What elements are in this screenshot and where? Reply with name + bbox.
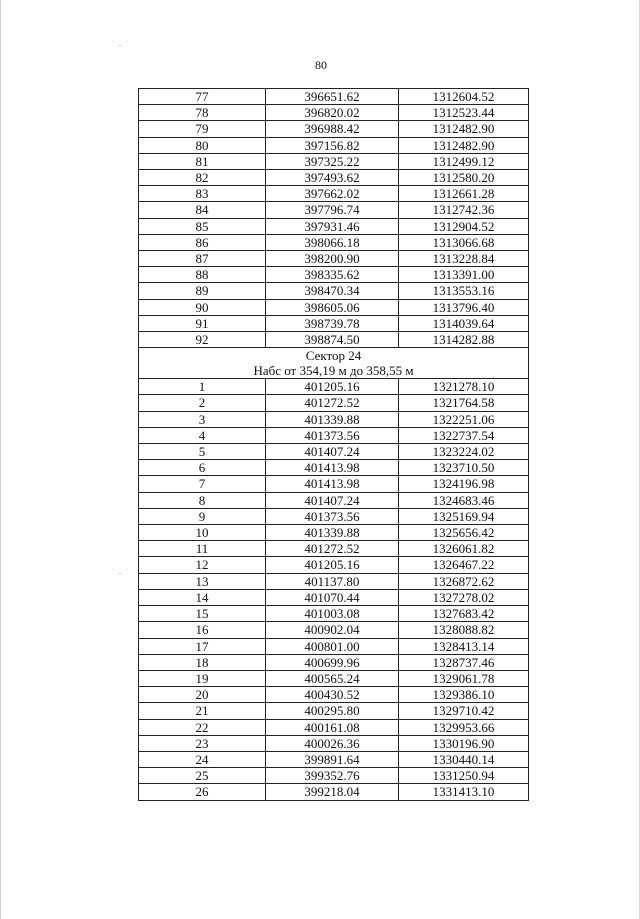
point-number-cell: 91 xyxy=(139,315,266,331)
y-coordinate-cell: 1321278.10 xyxy=(399,379,529,395)
table-body-after xyxy=(139,379,529,800)
x-coordinate-cell: 397662.02 xyxy=(266,186,399,202)
point-number-cell: 92 xyxy=(139,332,266,348)
point-number-cell: 85 xyxy=(139,218,266,234)
table-row xyxy=(139,460,529,476)
sector-subtitle: Набс от 354,19 м до 358,55 м xyxy=(253,363,414,379)
table-row xyxy=(139,202,529,218)
coordinates-table xyxy=(138,88,529,801)
x-coordinate-cell: 401205.16 xyxy=(266,557,399,573)
table-row xyxy=(139,299,529,315)
y-coordinate-cell: 1312661.28 xyxy=(399,186,529,202)
y-coordinate-cell: 1329710.42 xyxy=(399,703,529,719)
point-number-cell: 23 xyxy=(139,735,266,751)
table-row xyxy=(139,170,529,186)
table-row xyxy=(139,622,529,638)
y-coordinate-cell: 1312904.52 xyxy=(399,218,529,234)
x-coordinate-cell: 401413.98 xyxy=(266,460,399,476)
y-coordinate-cell: 1326061.82 xyxy=(399,541,529,557)
x-coordinate-cell: 401070.44 xyxy=(266,589,399,605)
table-row xyxy=(139,395,529,411)
point-number-cell: 12 xyxy=(139,557,266,573)
point-number-cell: 16 xyxy=(139,622,266,638)
x-coordinate-cell: 401373.56 xyxy=(266,508,399,524)
scan-speck xyxy=(119,573,121,574)
table-row xyxy=(139,638,529,654)
y-coordinate-cell: 1329953.66 xyxy=(399,719,529,735)
table-row xyxy=(139,411,529,427)
x-coordinate-cell: 401205.16 xyxy=(266,379,399,395)
x-coordinate-cell: 401272.52 xyxy=(266,541,399,557)
y-coordinate-cell: 1312482.90 xyxy=(399,121,529,137)
x-coordinate-cell: 401413.98 xyxy=(266,476,399,492)
table-row xyxy=(139,444,529,460)
x-coordinate-cell: 397796.74 xyxy=(266,202,399,218)
point-number-cell: 78 xyxy=(139,105,266,121)
x-coordinate-cell: 401407.24 xyxy=(266,492,399,508)
x-coordinate-cell: 397931.46 xyxy=(266,218,399,234)
page-number: 80 xyxy=(315,58,327,72)
table-row xyxy=(139,687,529,703)
table-row xyxy=(139,606,529,622)
table-row xyxy=(139,89,529,105)
table-row xyxy=(139,379,529,395)
table-row xyxy=(139,186,529,202)
x-coordinate-cell: 400430.52 xyxy=(266,687,399,703)
point-number-cell: 5 xyxy=(139,444,266,460)
table-row xyxy=(139,153,529,169)
point-number-cell: 11 xyxy=(139,541,266,557)
point-number-cell: 9 xyxy=(139,508,266,524)
sector-header-body xyxy=(139,348,529,379)
y-coordinate-cell: 1312604.52 xyxy=(399,89,529,105)
y-coordinate-cell: 1312482.90 xyxy=(399,137,529,153)
point-number-cell: 14 xyxy=(139,589,266,605)
y-coordinate-cell: 1329061.78 xyxy=(399,670,529,686)
y-coordinate-cell: 1325656.42 xyxy=(399,525,529,541)
x-coordinate-cell: 401339.88 xyxy=(266,525,399,541)
y-coordinate-cell: 1313796.40 xyxy=(399,299,529,315)
table-row xyxy=(139,234,529,250)
x-coordinate-cell: 398200.90 xyxy=(266,251,399,267)
point-number-cell: 19 xyxy=(139,670,266,686)
x-coordinate-cell: 401003.08 xyxy=(266,606,399,622)
y-coordinate-cell: 1328737.46 xyxy=(399,654,529,670)
x-coordinate-cell: 401339.88 xyxy=(266,411,399,427)
y-coordinate-cell: 1322737.54 xyxy=(399,427,529,443)
y-coordinate-cell: 1327278.02 xyxy=(399,589,529,605)
table-row xyxy=(139,719,529,735)
x-coordinate-cell: 400295.80 xyxy=(266,703,399,719)
point-number-cell: 8 xyxy=(139,492,266,508)
x-coordinate-cell: 397325.22 xyxy=(266,153,399,169)
point-number-cell: 10 xyxy=(139,525,266,541)
point-number-cell: 20 xyxy=(139,687,266,703)
point-number-cell: 25 xyxy=(139,768,266,784)
point-number-cell: 80 xyxy=(139,137,266,153)
y-coordinate-cell: 1331250.94 xyxy=(399,768,529,784)
y-coordinate-cell: 1326467.22 xyxy=(399,557,529,573)
point-number-cell: 88 xyxy=(139,267,266,283)
y-coordinate-cell: 1324196.98 xyxy=(399,476,529,492)
x-coordinate-cell: 398739.78 xyxy=(266,315,399,331)
y-coordinate-cell: 1322251.06 xyxy=(399,411,529,427)
x-coordinate-cell: 396820.02 xyxy=(266,105,399,121)
table-row xyxy=(139,137,529,153)
y-coordinate-cell: 1323710.50 xyxy=(399,460,529,476)
table-row xyxy=(139,784,529,800)
x-coordinate-cell: 401272.52 xyxy=(266,395,399,411)
point-number-cell: 6 xyxy=(139,460,266,476)
table-row xyxy=(139,670,529,686)
table-row xyxy=(139,768,529,784)
point-number-cell: 77 xyxy=(139,89,266,105)
y-coordinate-cell: 1328088.82 xyxy=(399,622,529,638)
x-coordinate-cell: 398605.06 xyxy=(266,299,399,315)
x-coordinate-cell: 400026.36 xyxy=(266,735,399,751)
y-coordinate-cell: 1314282.88 xyxy=(399,332,529,348)
point-number-cell: 13 xyxy=(139,573,266,589)
y-coordinate-cell: 1312742.36 xyxy=(399,202,529,218)
point-number-cell: 7 xyxy=(139,476,266,492)
point-number-cell: 26 xyxy=(139,784,266,800)
x-coordinate-cell: 398066.18 xyxy=(266,234,399,250)
x-coordinate-cell: 401407.24 xyxy=(266,444,399,460)
point-number-cell: 17 xyxy=(139,638,266,654)
table-row xyxy=(139,427,529,443)
point-number-cell: 81 xyxy=(139,153,266,169)
y-coordinate-cell: 1325169.94 xyxy=(399,508,529,524)
table-row xyxy=(139,267,529,283)
scan-speck xyxy=(119,45,121,46)
point-number-cell: 4 xyxy=(139,427,266,443)
table-row xyxy=(139,283,529,299)
point-number-cell: 87 xyxy=(139,251,266,267)
y-coordinate-cell: 1321764.58 xyxy=(399,395,529,411)
y-coordinate-cell: 1324683.46 xyxy=(399,492,529,508)
x-coordinate-cell: 401373.56 xyxy=(266,427,399,443)
x-coordinate-cell: 400902.04 xyxy=(266,622,399,638)
x-coordinate-cell: 399218.04 xyxy=(266,784,399,800)
x-coordinate-cell: 398874.50 xyxy=(266,332,399,348)
table-row xyxy=(139,218,529,234)
y-coordinate-cell: 1331413.10 xyxy=(399,784,529,800)
x-coordinate-cell: 400699.96 xyxy=(266,654,399,670)
x-coordinate-cell: 401137.80 xyxy=(266,573,399,589)
table-row xyxy=(139,251,529,267)
table-row xyxy=(139,525,529,541)
y-coordinate-cell: 1323224.02 xyxy=(399,444,529,460)
y-coordinate-cell: 1313066.68 xyxy=(399,234,529,250)
x-coordinate-cell: 398470.34 xyxy=(266,283,399,299)
point-number-cell: 18 xyxy=(139,654,266,670)
y-coordinate-cell: 1312580.20 xyxy=(399,170,529,186)
y-coordinate-cell: 1312523.44 xyxy=(399,105,529,121)
y-coordinate-cell: 1330196.90 xyxy=(399,735,529,751)
point-number-cell: 21 xyxy=(139,703,266,719)
x-coordinate-cell: 400161.08 xyxy=(266,719,399,735)
table-row xyxy=(139,735,529,751)
table-row xyxy=(139,541,529,557)
sector-header-cell xyxy=(139,348,529,379)
table-body-before xyxy=(139,89,529,348)
y-coordinate-cell: 1328413.14 xyxy=(399,638,529,654)
table-row xyxy=(139,315,529,331)
point-number-cell: 89 xyxy=(139,283,266,299)
x-coordinate-cell: 399352.76 xyxy=(266,768,399,784)
x-coordinate-cell: 398335.62 xyxy=(266,267,399,283)
y-coordinate-cell: 1312499.12 xyxy=(399,153,529,169)
y-coordinate-cell: 1314039.64 xyxy=(399,315,529,331)
y-coordinate-cell: 1330440.14 xyxy=(399,751,529,767)
x-coordinate-cell: 400801.00 xyxy=(266,638,399,654)
point-number-cell: 15 xyxy=(139,606,266,622)
table-row xyxy=(139,654,529,670)
point-number-cell: 84 xyxy=(139,202,266,218)
table-row xyxy=(139,751,529,767)
y-coordinate-cell: 1313391.00 xyxy=(399,267,529,283)
y-coordinate-cell: 1326872.62 xyxy=(399,573,529,589)
point-number-cell: 90 xyxy=(139,299,266,315)
point-number-cell: 22 xyxy=(139,719,266,735)
y-coordinate-cell: 1313553.16 xyxy=(399,283,529,299)
table-row xyxy=(139,105,529,121)
table-row xyxy=(139,703,529,719)
point-number-cell: 24 xyxy=(139,751,266,767)
y-coordinate-cell: 1327683.42 xyxy=(399,606,529,622)
x-coordinate-cell: 397493.62 xyxy=(266,170,399,186)
point-number-cell: 86 xyxy=(139,234,266,250)
table-row xyxy=(139,332,529,348)
table-row xyxy=(139,589,529,605)
point-number-cell: 1 xyxy=(139,379,266,395)
table-row xyxy=(139,492,529,508)
table-row xyxy=(139,508,529,524)
table-row xyxy=(139,476,529,492)
sector-header-row xyxy=(139,348,529,379)
point-number-cell: 83 xyxy=(139,186,266,202)
y-coordinate-cell: 1313228.84 xyxy=(399,251,529,267)
table-row xyxy=(139,557,529,573)
point-number-cell: 82 xyxy=(139,170,266,186)
x-coordinate-cell: 396651.62 xyxy=(266,89,399,105)
point-number-cell: 79 xyxy=(139,121,266,137)
x-coordinate-cell: 399891.64 xyxy=(266,751,399,767)
point-number-cell: 2 xyxy=(139,395,266,411)
table-row xyxy=(139,121,529,137)
point-number-cell: 3 xyxy=(139,411,266,427)
sector-title: Сектор 24 xyxy=(305,348,362,364)
x-coordinate-cell: 397156.82 xyxy=(266,137,399,153)
table-row xyxy=(139,573,529,589)
x-coordinate-cell: 400565.24 xyxy=(266,670,399,686)
x-coordinate-cell: 396988.42 xyxy=(266,121,399,137)
y-coordinate-cell: 1329386.10 xyxy=(399,687,529,703)
